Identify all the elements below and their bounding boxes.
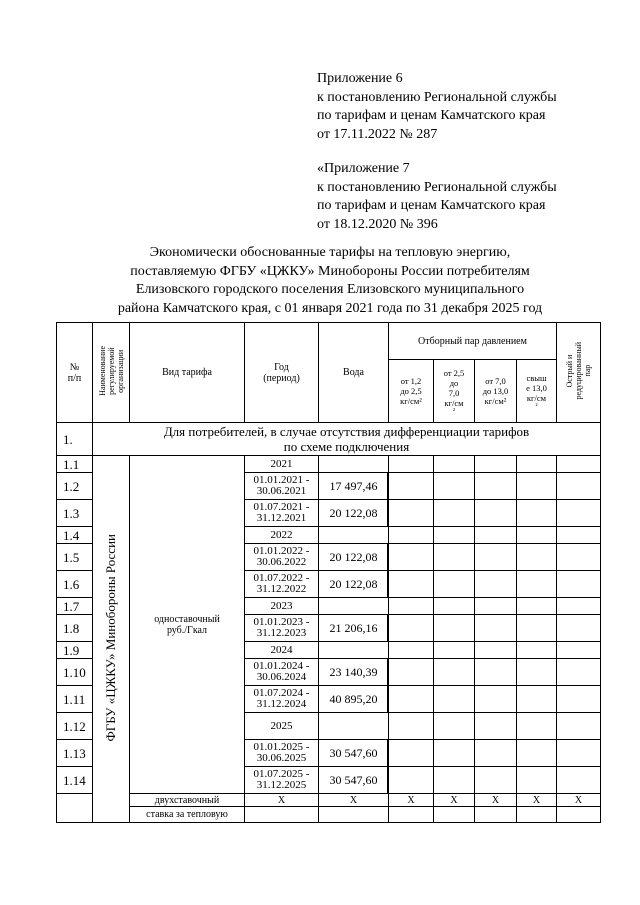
period-line: 2025 [270,719,293,732]
period-line: 31.12.2021 [256,512,307,524]
row-number: 1.4 [57,527,93,544]
empty-cell [475,642,517,659]
appendix-6-line: от 17.11.2022 № 287 [317,126,438,142]
x-mark: Х [389,794,434,807]
row-number: 1.11 [57,686,93,713]
appendix-6-line: Приложение 6 [317,71,403,86]
header-steam-col-2 [434,360,475,423]
empty-cell [245,807,319,823]
period-cell [245,544,319,571]
header-year [245,323,319,423]
period-line: 30.06.2022 [256,556,307,568]
empty-cell [517,500,557,527]
empty-cell [557,527,601,544]
period-line: 31.12.2022 [256,583,307,595]
period-line: 2023 [270,599,293,612]
water-value: 40 895,20 [319,686,389,713]
header-org-line: организации [115,349,125,393]
appendix-7-line: «Приложение 7 [317,161,410,176]
period-line: 01.01.2023 - [253,616,310,628]
empty-cell [475,544,517,571]
row-number: 1.14 [57,767,93,794]
period-cell [245,642,319,659]
x-mark: Х [319,794,389,807]
header-steam-col-4 [517,360,557,423]
water-value [319,598,389,615]
header-num-line: № [69,361,80,373]
empty-cell [434,598,475,615]
period-cell [245,456,319,473]
header-tariff-type: Вид тарифа [130,323,245,423]
section-header [93,423,601,456]
empty-cell [389,807,434,823]
period-line: 01.07.2024 - [253,687,310,699]
period-cell [245,767,319,794]
org-name-cell [93,456,130,823]
empty-cell [434,615,475,642]
empty-cell [517,456,557,473]
header-sharp-steam [557,323,601,423]
empty-cell [557,456,601,473]
period-line: 01.07.2022 - [253,572,310,584]
appendix-6-line: по тарифам и ценам Камчатского края [317,108,546,123]
empty-cell [389,713,434,740]
water-value: 21 206,16 [319,615,389,642]
empty-cell [557,615,601,642]
period-cell [245,713,319,740]
header-org-name [93,323,130,423]
period-line: 30.06.2025 [256,752,307,764]
empty-cell [389,615,434,642]
document-title [60,244,600,318]
row-number: 1.3 [57,500,93,527]
period-cell [245,740,319,767]
empty-cell [475,456,517,473]
water-value: 30 547,60 [319,767,389,794]
water-value: 30 547,60 [319,740,389,767]
empty-cell [319,807,389,823]
empty-cell [517,544,557,571]
x-mark: Х [517,794,557,807]
period-cell [245,527,319,544]
water-value: 17 497,46 [319,473,389,500]
empty-cell [434,544,475,571]
steam-col-line: от 2,5 [443,367,465,378]
empty-cell [557,642,601,659]
header-org-name-text [98,346,125,396]
header-sharp-line: редуцированный [574,342,583,400]
empty-cell [517,659,557,686]
empty-cell [557,500,601,527]
row-number: 1.10 [57,659,93,686]
empty-cell [389,456,434,473]
header-steam-col-3 [475,360,517,423]
empty-cell [517,686,557,713]
section-header-line: по схеме подключения [283,439,410,454]
x-mark: Х [245,794,319,807]
empty-cell [475,659,517,686]
header-org-line: Наименование [97,346,107,396]
period-line: 01.01.2022 - [253,545,310,557]
empty-cell [475,713,517,740]
steam-col-line: кг/см [444,397,464,408]
x-mark: Х [475,794,517,807]
period-cell [245,473,319,500]
empty-cell [434,740,475,767]
header-steam-col-1 [389,360,434,423]
period-line: 31.12.2024 [256,698,307,710]
steam-col-line: кг/см [526,392,547,403]
header-year-line: Год [274,361,289,373]
period-line: 01.01.2025 - [253,741,310,753]
empty-cell [475,615,517,642]
empty-cell [475,473,517,500]
row-number: 1.8 [57,615,93,642]
water-value: 20 122,08 [319,571,389,598]
steam-col-line: кг/см² [400,396,422,406]
empty-cell [475,686,517,713]
single-rate-cell [130,456,245,794]
table-row [57,807,601,823]
tariff-table [56,322,601,823]
empty-cell [434,500,475,527]
empty-cell [389,571,434,598]
empty-cell [557,686,601,713]
section-number: 1. [57,423,93,456]
single-rate-line: одноставочный [154,613,220,625]
empty-cell [557,740,601,767]
title-line: района Камчатского края, с 01 января 2021 года по 31 декабря 2025 год [117,300,543,316]
row-number: 1.6 [57,571,93,598]
header-num-line: п/п [67,372,82,384]
empty-cell [475,571,517,598]
row-number: 1.13 [57,740,93,767]
row-number: 1.7 [57,598,93,615]
period-cell [245,571,319,598]
header-sharp-steam-text [565,342,592,400]
empty-cell [434,686,475,713]
appendix-6-line: к постановлению Региональной службы [317,89,557,105]
period-cell [245,598,319,615]
water-value: 20 122,08 [319,544,389,571]
two-rate-label: двухставочный [130,794,245,807]
empty-cell [557,767,601,794]
period-line: 2024 [270,643,293,656]
appendix-6-block [317,70,557,144]
period-cell [245,500,319,527]
period-cell [245,615,319,642]
row-number: 1.1 [57,456,93,473]
org-name: ФГБУ «ЦЖКУ» Минобороны России [103,533,118,742]
row-number: 1.9 [57,642,93,659]
empty-cell [389,527,434,544]
empty-cell [517,807,557,823]
empty-cell [434,642,475,659]
empty-cell [557,598,601,615]
period-cell [245,659,319,686]
row-number: 1.5 [57,544,93,571]
steam-col-line: е 13,0 [526,382,547,393]
steam-col-line: ² [452,406,456,415]
period-line: 30.06.2024 [256,671,307,683]
empty-cell [434,571,475,598]
empty-cell [389,500,434,527]
empty-cell [389,659,434,686]
empty-cell [557,473,601,500]
empty-cell [389,642,434,659]
title-line: поставляемую ФГБУ «ЦЖКУ» Минобороны России потребителям [130,263,530,279]
period-line: 01.07.2021 - [253,501,310,513]
water-value [319,527,389,544]
water-value [319,456,389,473]
title-line: Экономически обоснованные тарифы на тепловую энергию, [149,245,511,260]
steam-col-line: ² [535,401,538,410]
empty-cell [475,527,517,544]
steam-col-line: до 13,0 [482,386,509,396]
single-rate-line: руб./Гкал [166,624,208,636]
water-value [319,642,389,659]
period-line: 2021 [270,457,293,470]
x-mark: Х [434,794,475,807]
period-line: 01.01.2021 - [253,474,310,486]
period-line: 31.12.2025 [256,779,307,791]
empty-cell [475,598,517,615]
row-number: 1.2 [57,473,93,500]
row-number: 1.12 [57,713,93,740]
empty-cell [475,500,517,527]
empty-cell [434,807,475,823]
empty-cell [517,740,557,767]
table-row [57,456,601,473]
header-year-line: (период) [263,372,300,384]
period-line: 01.07.2025 - [253,768,310,780]
empty-cell [557,571,601,598]
empty-cell [517,571,557,598]
empty-cell [389,473,434,500]
heat-rate-label: ставка за тепловую [130,807,245,823]
empty-cell [389,767,434,794]
period-line: 30.06.2021 [256,485,307,497]
header-steam: Отборный пар давлением [389,323,557,360]
empty-cell [517,527,557,544]
steam-col-line: до 2,5 [400,386,422,396]
empty-cell [434,527,475,544]
empty-cell [475,767,517,794]
steam-col-line: 7,0 [448,387,460,398]
empty-cell [517,615,557,642]
header-water: Вода [319,323,389,423]
empty-cell [389,544,434,571]
empty-cell [557,713,601,740]
period-line: 2022 [270,528,293,541]
appendix-7-block [317,160,557,234]
empty-cell [57,794,93,823]
empty-cell [434,713,475,740]
empty-cell [557,544,601,571]
empty-cell [434,767,475,794]
steam-col-line: свыш [526,372,547,383]
steam-col-line: от 7,0 [485,376,506,386]
empty-cell [434,456,475,473]
header-sharp-line: пар [583,365,592,377]
empty-cell [434,473,475,500]
table-row [57,794,601,807]
steam-col-line: от 1,2 [400,376,422,386]
x-mark: Х [557,794,601,807]
period-cell [245,686,319,713]
empty-cell [475,740,517,767]
section-header-line: Для потребителей, в случае отсутствия дифференциации тарифов [163,424,530,439]
empty-cell [517,767,557,794]
empty-cell [434,659,475,686]
appendix-7-line: по тарифам и ценам Камчатского края [317,198,546,213]
appendix-7-line: к постановлению Региональной службы [317,179,557,195]
empty-cell [517,642,557,659]
water-value [319,713,389,740]
empty-cell [517,598,557,615]
steam-col-line: кг/см² [484,396,507,406]
header-sharp-line: Острый и [565,354,574,388]
empty-cell [389,740,434,767]
empty-cell [517,713,557,740]
header-org-line: регулируемой [106,347,116,395]
appendix-7-line: от 18.12.2020 № 396 [317,216,438,232]
steam-col-line: до [449,377,459,388]
empty-cell [557,659,601,686]
empty-cell [389,598,434,615]
empty-cell [389,686,434,713]
water-value: 23 140,39 [319,659,389,686]
period-line: 01.01.2024 - [253,660,310,672]
empty-cell [517,473,557,500]
period-line: 31.12.2023 [256,627,307,639]
water-value: 20 122,08 [319,500,389,527]
title-line: Елизовского городского поселения Елизовского муниципального [135,282,525,297]
empty-cell [475,807,517,823]
empty-cell [557,807,601,823]
header-num [57,323,93,423]
